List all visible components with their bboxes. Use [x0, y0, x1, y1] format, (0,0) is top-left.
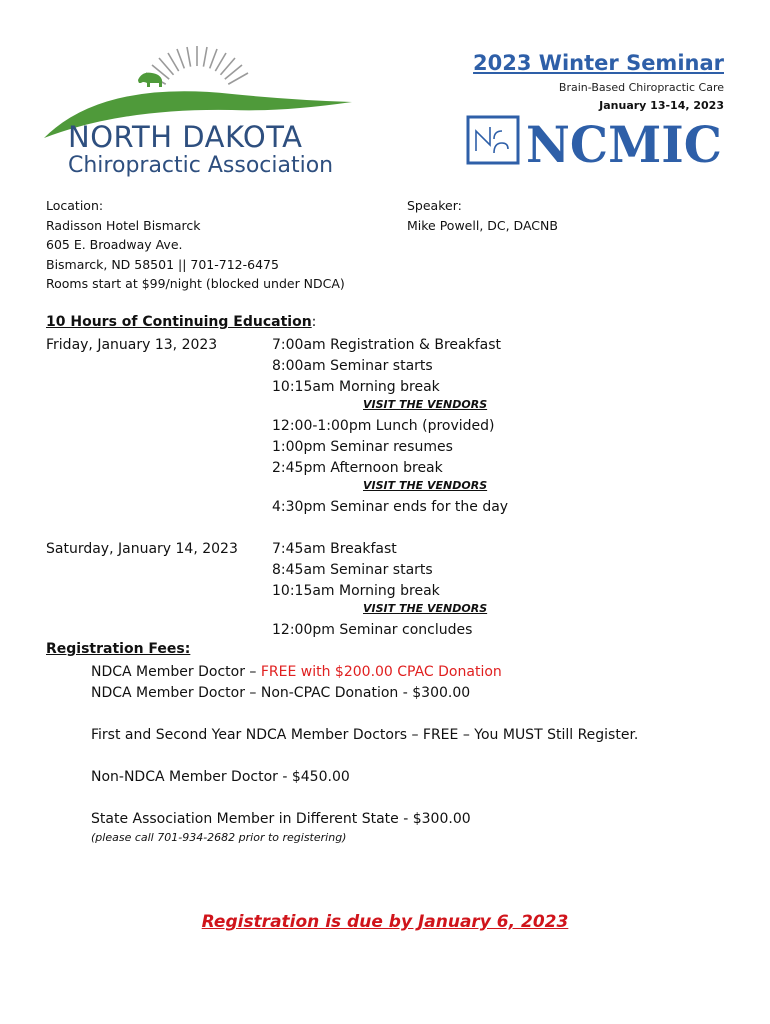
fee-other-state: State Association Member in Different State - $300.00 — [91, 811, 471, 827]
visit-vendors-note: VISIT THE VENDORS — [363, 398, 488, 411]
location-city: Bismarck, ND 58501 || 701-712-6475 — [46, 256, 279, 272]
org-name-line2: Chiropractic Association — [68, 153, 334, 178]
page-title: 2023 Winter Seminar — [473, 51, 724, 75]
friday-item: 1:00pm Seminar resumes — [272, 439, 453, 455]
location-label: Location: — [46, 198, 104, 213]
friday-item: 8:00am Seminar starts — [272, 358, 433, 374]
saturday-item: 7:45am Breakfast — [272, 541, 397, 557]
fee-member-noncpac: NDCA Member Doctor – Non-CPAC Donation - $300.00 — [91, 685, 471, 701]
fee-member-prefix: NDCA Member Doctor – — [91, 664, 261, 680]
friday-day: Friday, January 13, 2023 — [46, 337, 218, 353]
fee-member-free: FREE with $200.00 CPAC Donation — [260, 664, 502, 680]
speaker-label: Speaker: — [407, 198, 462, 213]
fee-non-member: Non-NDCA Member Doctor - $450.00 — [91, 769, 350, 785]
ncmic-logo — [466, 113, 726, 171]
registration-deadline: Registration is due by January 6, 2023 — [201, 912, 569, 932]
speaker-name: Mike Powell, DC, DACNB — [407, 217, 558, 233]
fee-first-second-year: First and Second Year NDCA Member Doctors – FREE – You MUST Still Register. — [91, 727, 639, 743]
location-rooms: Rooms start at $99/night (blocked under NDCA) — [46, 276, 345, 291]
bison-icon — [138, 73, 162, 87]
ce-heading: 10 Hours of Continuing Education — [46, 314, 312, 330]
location-block — [46, 196, 345, 294]
saturday-item: 10:15am Morning break — [272, 583, 440, 599]
speaker-block — [407, 196, 558, 235]
saturday-day: Saturday, January 14, 2023 — [46, 541, 238, 557]
visit-vendors-note: VISIT THE VENDORS — [363, 479, 488, 492]
ce-heading-row — [46, 314, 316, 330]
friday-item: 2:45pm Afternoon break — [272, 460, 443, 476]
friday-item: 10:15am Morning break — [272, 379, 440, 395]
seminar-subtitle: Brain-Based Chiropractic Care — [558, 81, 724, 94]
org-name-line1: NORTH DAKOTA — [68, 120, 303, 154]
ncmic-wordmark: NCMIC — [526, 115, 722, 171]
friday-item: 7:00am Registration & Breakfast — [272, 337, 501, 353]
fee-member-cpac — [91, 662, 502, 683]
visit-vendors-note: VISIT THE VENDORS — [363, 602, 488, 615]
friday-item: 12:00-1:00pm Lunch (provided) — [272, 418, 495, 434]
fees-heading: Registration Fees: — [46, 641, 191, 657]
fee-other-state-note: (please call 701-934-2682 prior to registering) — [91, 831, 347, 844]
saturday-item: 8:45am Seminar starts — [272, 562, 433, 578]
location-hotel: Radisson Hotel Bismarck — [46, 217, 201, 233]
saturday-item: 12:00pm Seminar concludes — [272, 622, 473, 638]
location-street: 605 E. Broadway Ave. — [46, 237, 183, 252]
ncmic-emblem-icon — [476, 127, 508, 153]
friday-item: 4:30pm Seminar ends for the day — [272, 499, 509, 515]
seminar-dates: January 13-14, 2023 — [599, 99, 724, 112]
ce-heading-colon: : — [311, 314, 317, 330]
